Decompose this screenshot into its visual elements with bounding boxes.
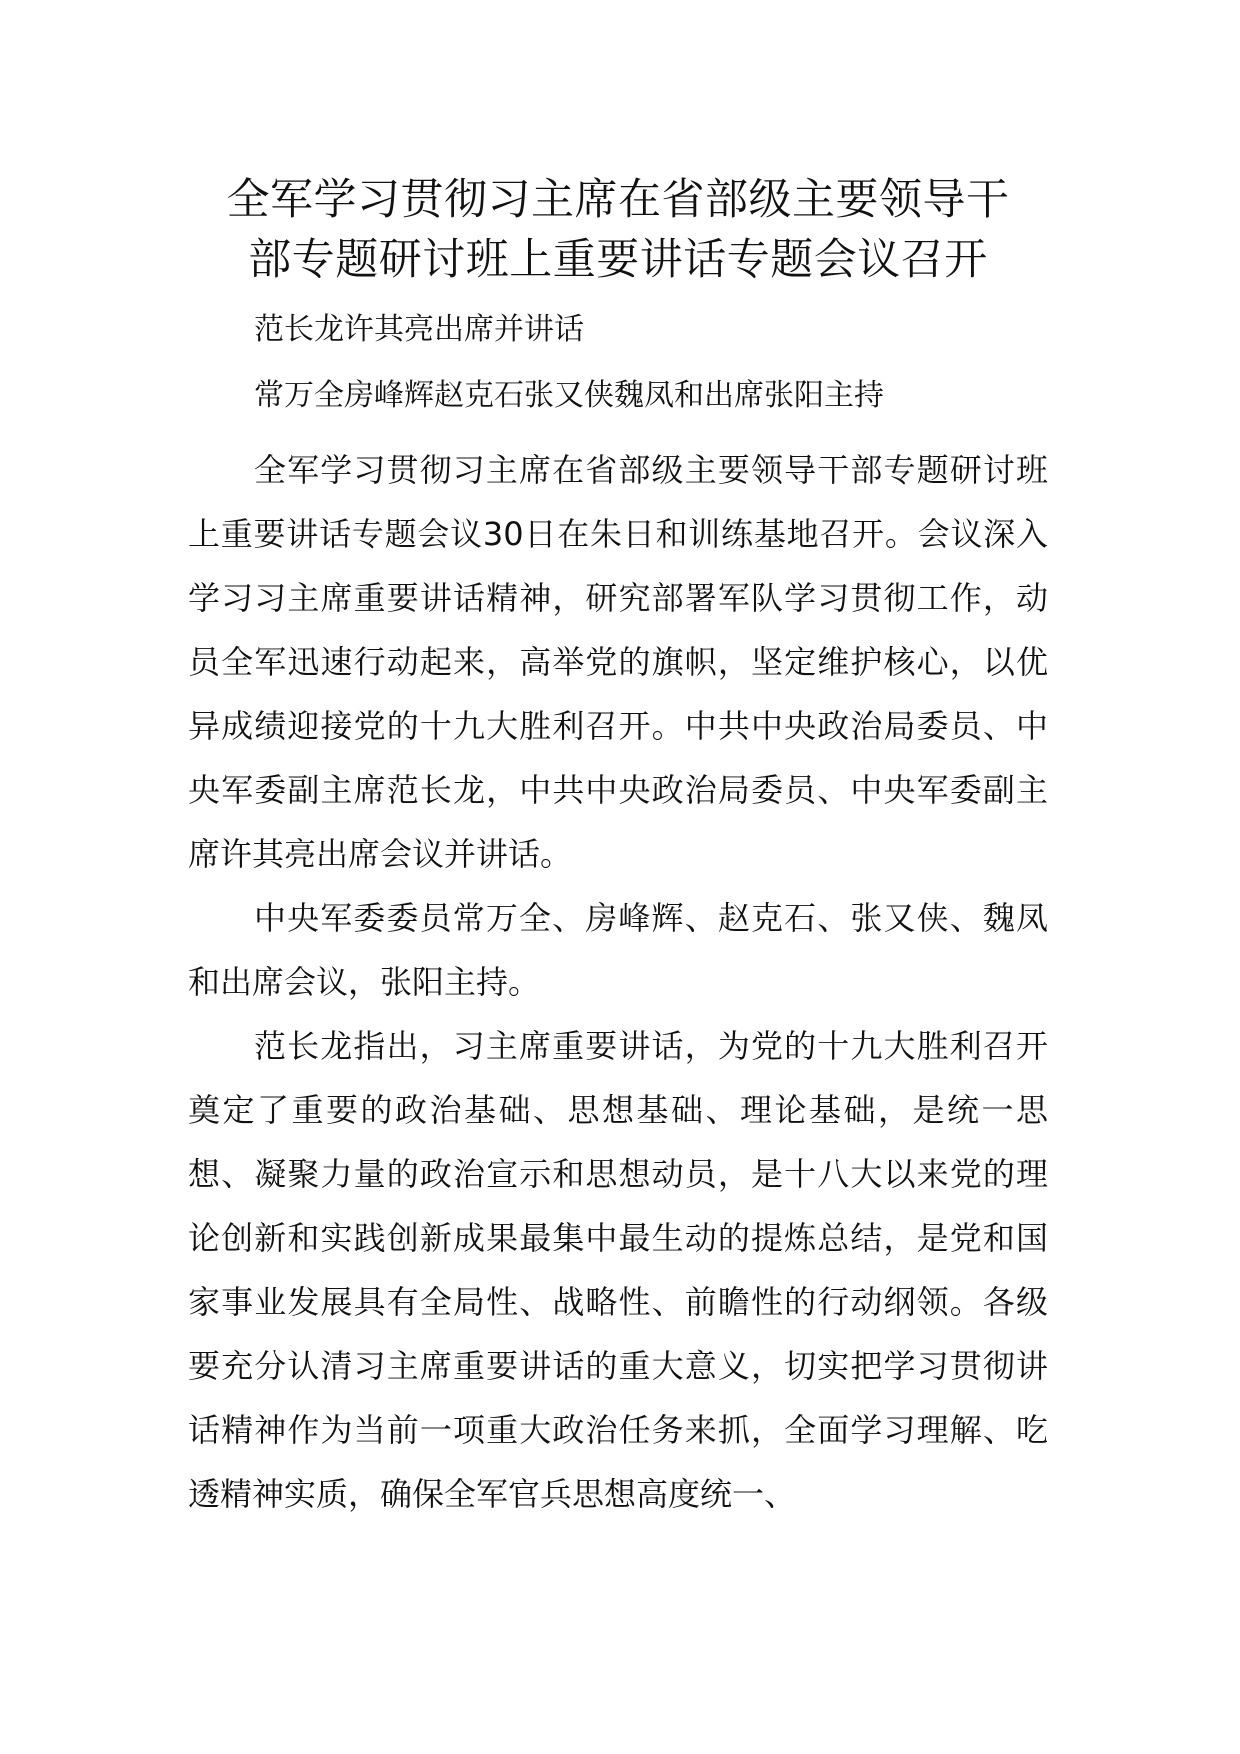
subtitle-speakers: 范长龙许其亮出席并讲话 [254,312,584,347]
document-page [188,170,1048,1526]
paragraph: 范长龙指出，习主席重要讲话，为党的十九大胜利召开奠定了重要的政治基础、思想基础、理论基础，是统一思想、凝聚力量的政治宣示和思想动员，是十八大以来党的理论创新和实践创新成果最集中最生动的提炼总结，是党和国家事业发展具有全局性、战略性、前瞻性的行动纲领。各级要充分认清习主席重要讲话的重大意义，切实把学习贯彻讲话精神作为当前一项重大政治任务来抓，全面学习理解、吃透精神实质，确保全军官兵思想高度统一、 [188,1027,1048,1513]
title-line-2: 部专题研讨班上重要讲话专题会议召开 [248,235,988,285]
paragraph: 全军学习贯彻习主席在省部级主要领导干部专题研讨班上重要讲话专题会议30日在朱日和训练基地召开。会议深入学习习主席重要讲话精神，研究部署军队学习贯彻工作，动员全军迅速行动起来，高举党的旗帜，坚定维护核心，以优异成绩迎接党的十九大胜利召开。中共中央政治局委员、中央军委副主席范长龙，中共中央政治局委员、中央军委副主席许其亮出席会议并讲话。 [188,451,1048,873]
subtitle-attendees: 常万全房峰辉赵克石张又侠魏凤和出席张阳主持 [254,378,884,413]
title-line-1: 全军学习贯彻习主席在省部级主要领导干 [226,175,1010,225]
paragraph: 中央军委委员常万全、房峰辉、赵克石、张又侠、魏凤和出席会议，张阳主持。 [188,899,1048,1001]
document-body [188,438,1048,1526]
document-title [188,170,1048,290]
